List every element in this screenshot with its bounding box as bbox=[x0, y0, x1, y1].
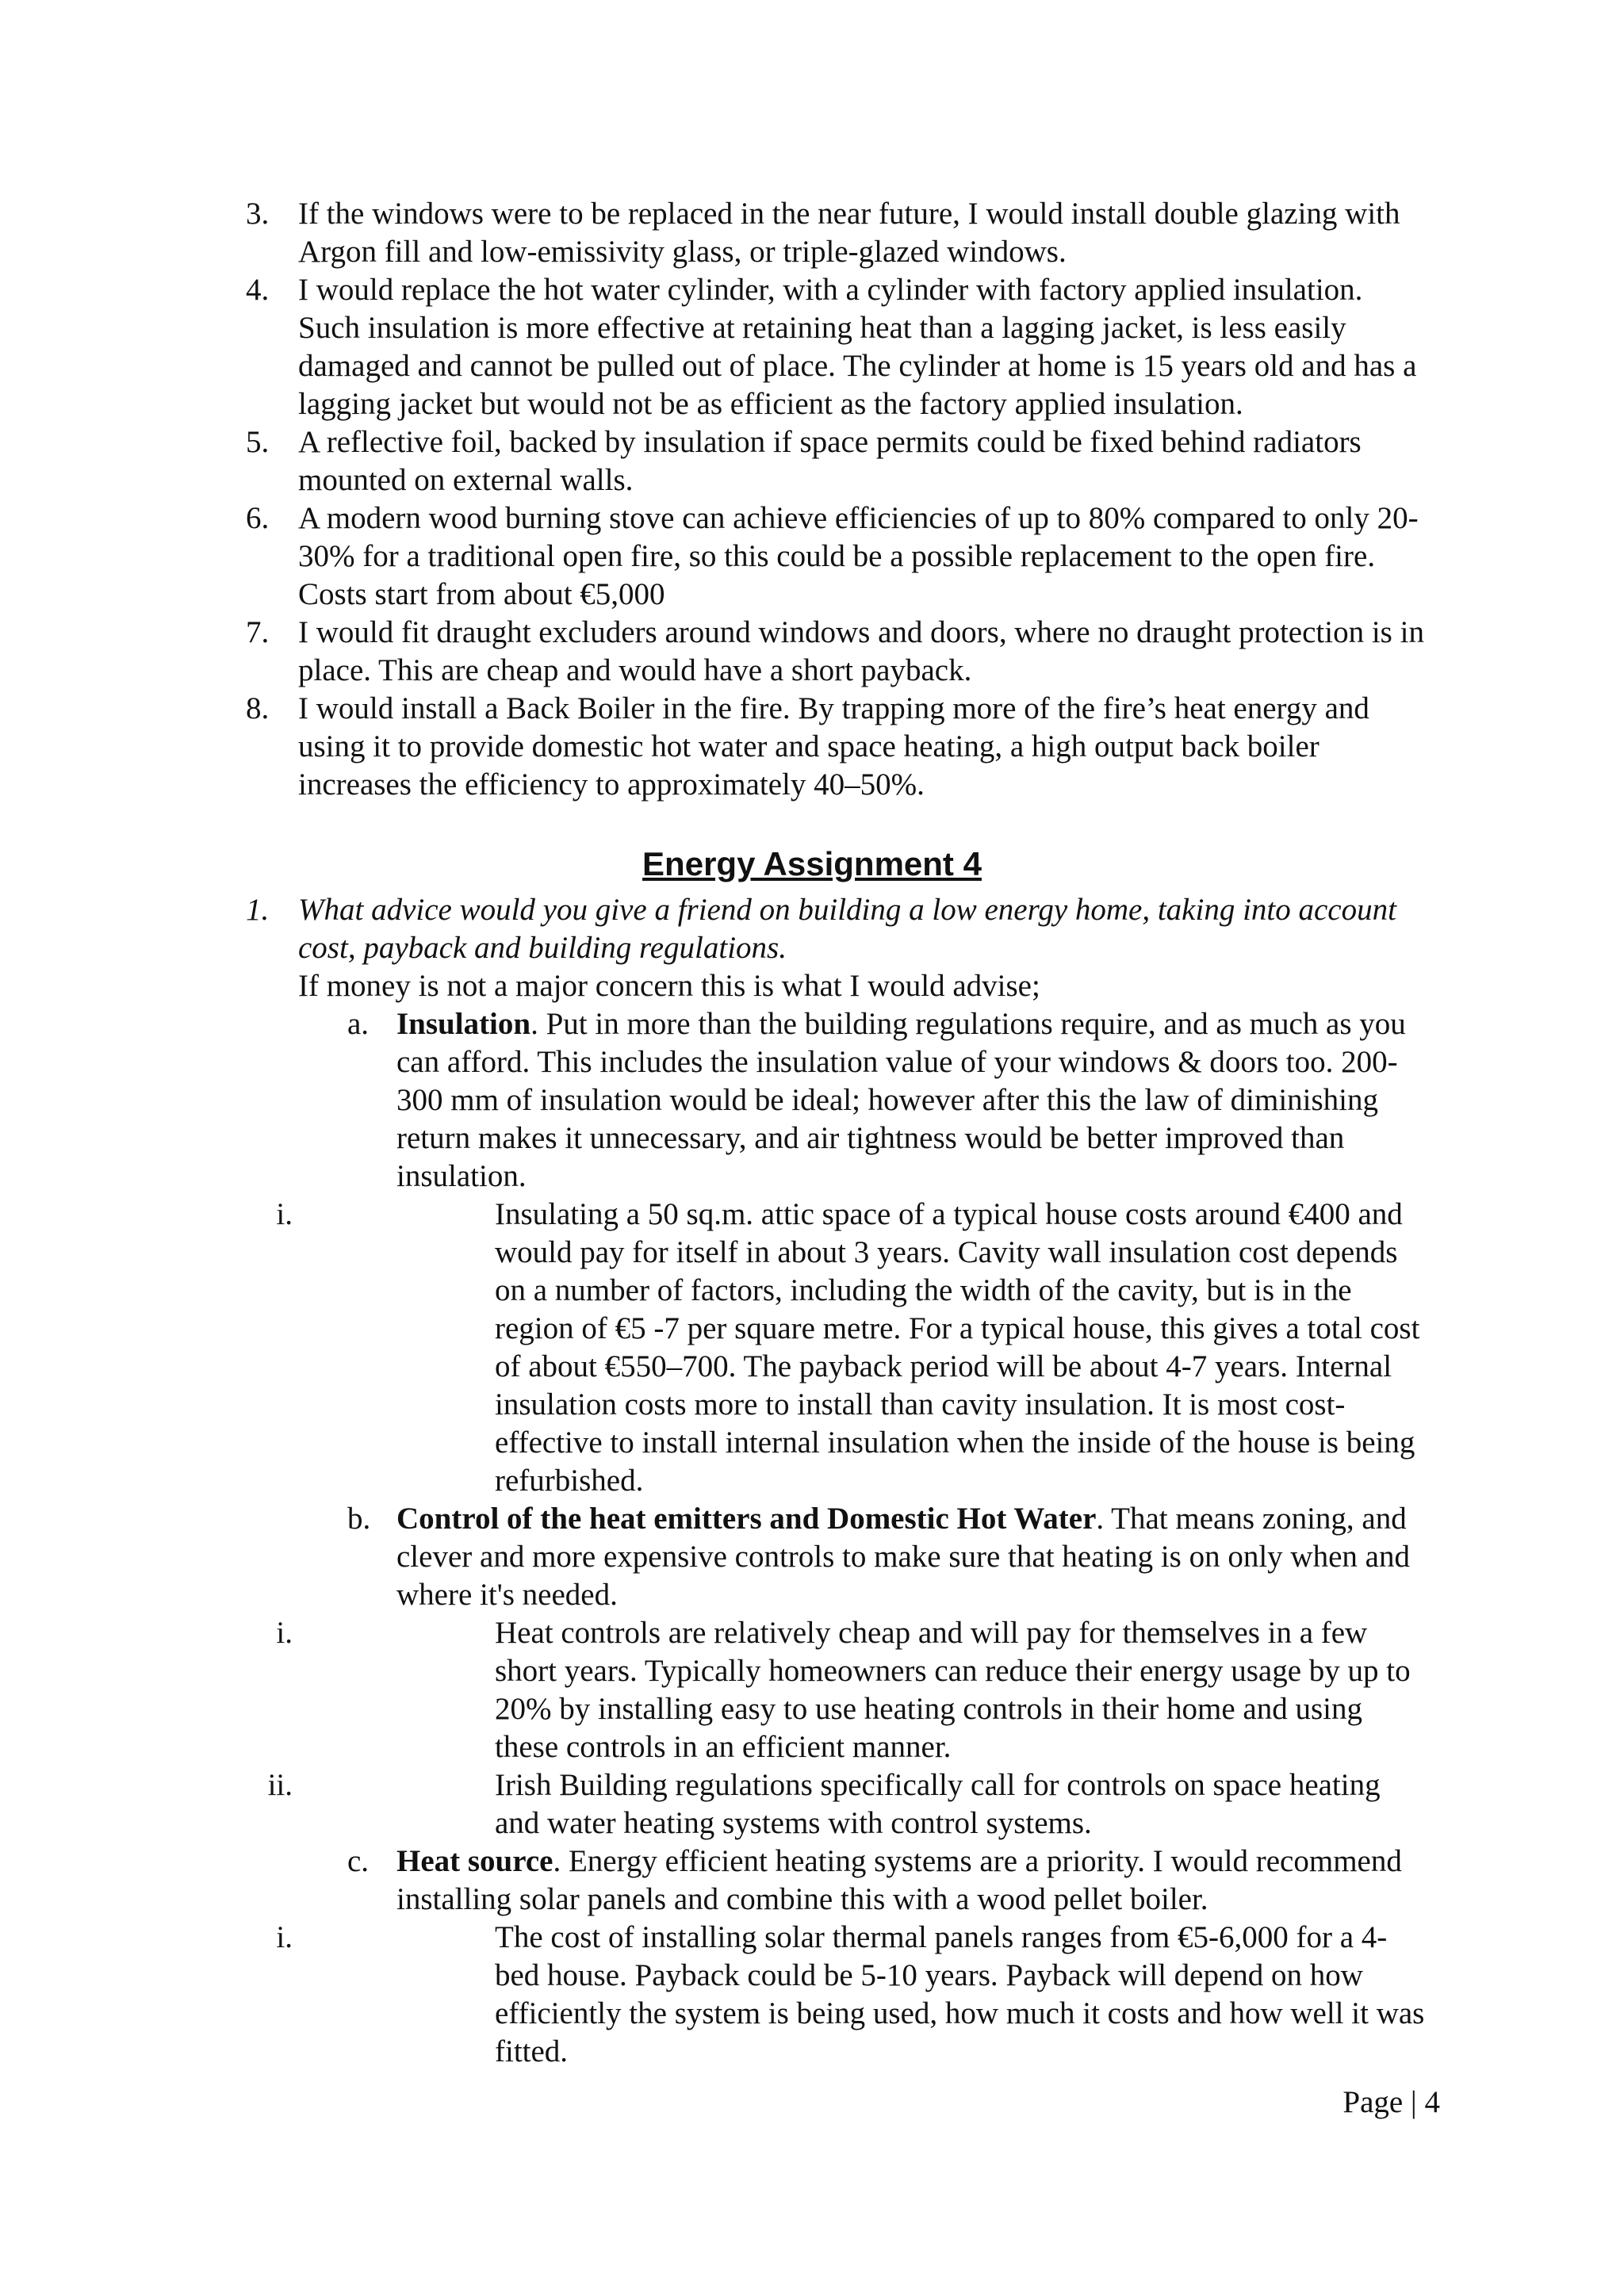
list-marker: ii. bbox=[267, 1768, 293, 1802]
list-item-text: A reflective foil, backed by insulation if space permits could be fixed behind radiators mounted on external walls. bbox=[298, 425, 1362, 497]
page-number: Page | 4 bbox=[1342, 2085, 1440, 2119]
sub-item bbox=[0, 1614, 1431, 1766]
list-item bbox=[0, 423, 1424, 499]
advice-text: . That means zoning, and clever and more expensive controls to make sure that heating is on only when and where it's needed. bbox=[396, 1502, 1410, 1612]
sub-item-text: The cost of installing solar thermal panels ranges from €5-6,000 for a 4-bed house. Payback could be 5-10 years. Payback will depend on how efficiently the system is being used, how much it costs and how well it was fitted. bbox=[495, 1920, 1425, 2068]
advice-text: . Energy efficient heating systems are a priority. I would recommend installing solar panels and combine this with a wood pellet boiler. bbox=[396, 1844, 1402, 1916]
advice-item-controls bbox=[0, 1500, 1427, 1614]
intro-paragraph: If money is not a major concern this is what I would advise; bbox=[298, 969, 1040, 1003]
question bbox=[0, 891, 1424, 967]
sub-item bbox=[0, 1196, 1431, 1500]
list-item-text: I would fit draught excluders around windows and doors, where no draught protection is in place. This are cheap and would have a short payback. bbox=[298, 615, 1424, 687]
advice-title: Control of the heat emitters and Domestic Hot Water bbox=[396, 1502, 1097, 1536]
list-item-text: I would install a Back Boiler in the fire. By trapping more of the fire’s heat energy and using it to provide domestic hot water and space heating, a high output back boiler increases the efficiency to approximately 40–50%. bbox=[298, 691, 1369, 802]
list-item-text: A modern wood burning stove can achieve efficiencies of up to 80% compared to only 20-30% for a traditional open fire, so this could be a possible replacement to the open fire. Costs start from about €5,000 bbox=[298, 501, 1419, 611]
sub-item bbox=[0, 1919, 1431, 2071]
list-item-text: If the windows were to be replaced in the near future, I would install double glazing with Argon fill and low-emissivity glass, or triple-glazed windows. bbox=[298, 197, 1400, 269]
list-item bbox=[0, 614, 1424, 690]
list-marker: i. bbox=[276, 1197, 293, 1231]
list-marker: 8. bbox=[246, 691, 270, 725]
numbered-list bbox=[0, 195, 1624, 804]
advice-text: . Put in more than the building regulations require, and as much as you can afford. This includes the insulation value of your windows & doors too. 200-300 mm of insulation would be ideal; however after this the law of diminishing return makes it unnecessary, and air tightness would be better improved than insulation. bbox=[396, 1007, 1406, 1193]
advice-item-heat-source bbox=[0, 1843, 1427, 1919]
advice-title: Insulation bbox=[396, 1007, 531, 1041]
assignment-body bbox=[0, 891, 1624, 2071]
advice-item-insulation bbox=[0, 1005, 1427, 1196]
section-heading: Energy Assignment 4 bbox=[642, 845, 982, 882]
list-marker: i. bbox=[276, 1920, 293, 1954]
list-item bbox=[0, 195, 1424, 271]
sub-item-text: Irish Building regulations specifically call for controls on space heating and water heating systems with control systems. bbox=[495, 1768, 1381, 1840]
list-marker: b. bbox=[347, 1502, 371, 1536]
list-marker: 5. bbox=[246, 425, 270, 459]
advice-title: Heat source bbox=[396, 1844, 553, 1878]
sub-item-text: Heat controls are relatively cheap and will pay for themselves in a few short years. Typically homeowners can reduce their energy usage by up to 20% by installing easy to use heating controls in their home and using these controls in an efficient manner. bbox=[495, 1616, 1411, 1764]
list-marker: i. bbox=[276, 1616, 293, 1650]
list-item bbox=[0, 690, 1424, 804]
list-marker: c. bbox=[347, 1844, 370, 1878]
sub-item-text: Insulating a 50 sq.m. attic space of a typical house costs around €400 and would pay for itself in about 3 years. Cavity wall insulation cost depends on a number of factors, including the width of the cavity, but is in the region of €5 -7 per square metre. For a typical house, this gives a total cost of about €550–700. The payback period will be about 4-7 years. Internal insulation costs more to install than cavity insulation. It is most cost-effective to install internal insulation when the inside of the house is being refurbished. bbox=[495, 1197, 1420, 1498]
sub-item bbox=[0, 1766, 1431, 1843]
list-marker: 4. bbox=[246, 273, 270, 307]
question-marker: 1. bbox=[246, 893, 270, 927]
list-marker: 7. bbox=[246, 615, 270, 649]
list-marker: a. bbox=[347, 1007, 370, 1041]
question-text: What advice would you give a friend on building a low energy home, taking into account cost, payback and building regulations. bbox=[298, 893, 1396, 965]
list-marker: 6. bbox=[246, 501, 270, 535]
list-item bbox=[0, 271, 1424, 423]
list-marker: 3. bbox=[246, 197, 270, 231]
list-item bbox=[0, 499, 1424, 614]
list-item-text: I would replace the hot water cylinder, with a cylinder with factory applied insulation. Such insulation is more effective at retaining heat than a lagging jacket, is less easily damaged and cannot be pulled out of place. The cylinder at home is 15 years old and has a lagging jacket but would not be as efficient as the factory applied insulation. bbox=[298, 273, 1417, 421]
